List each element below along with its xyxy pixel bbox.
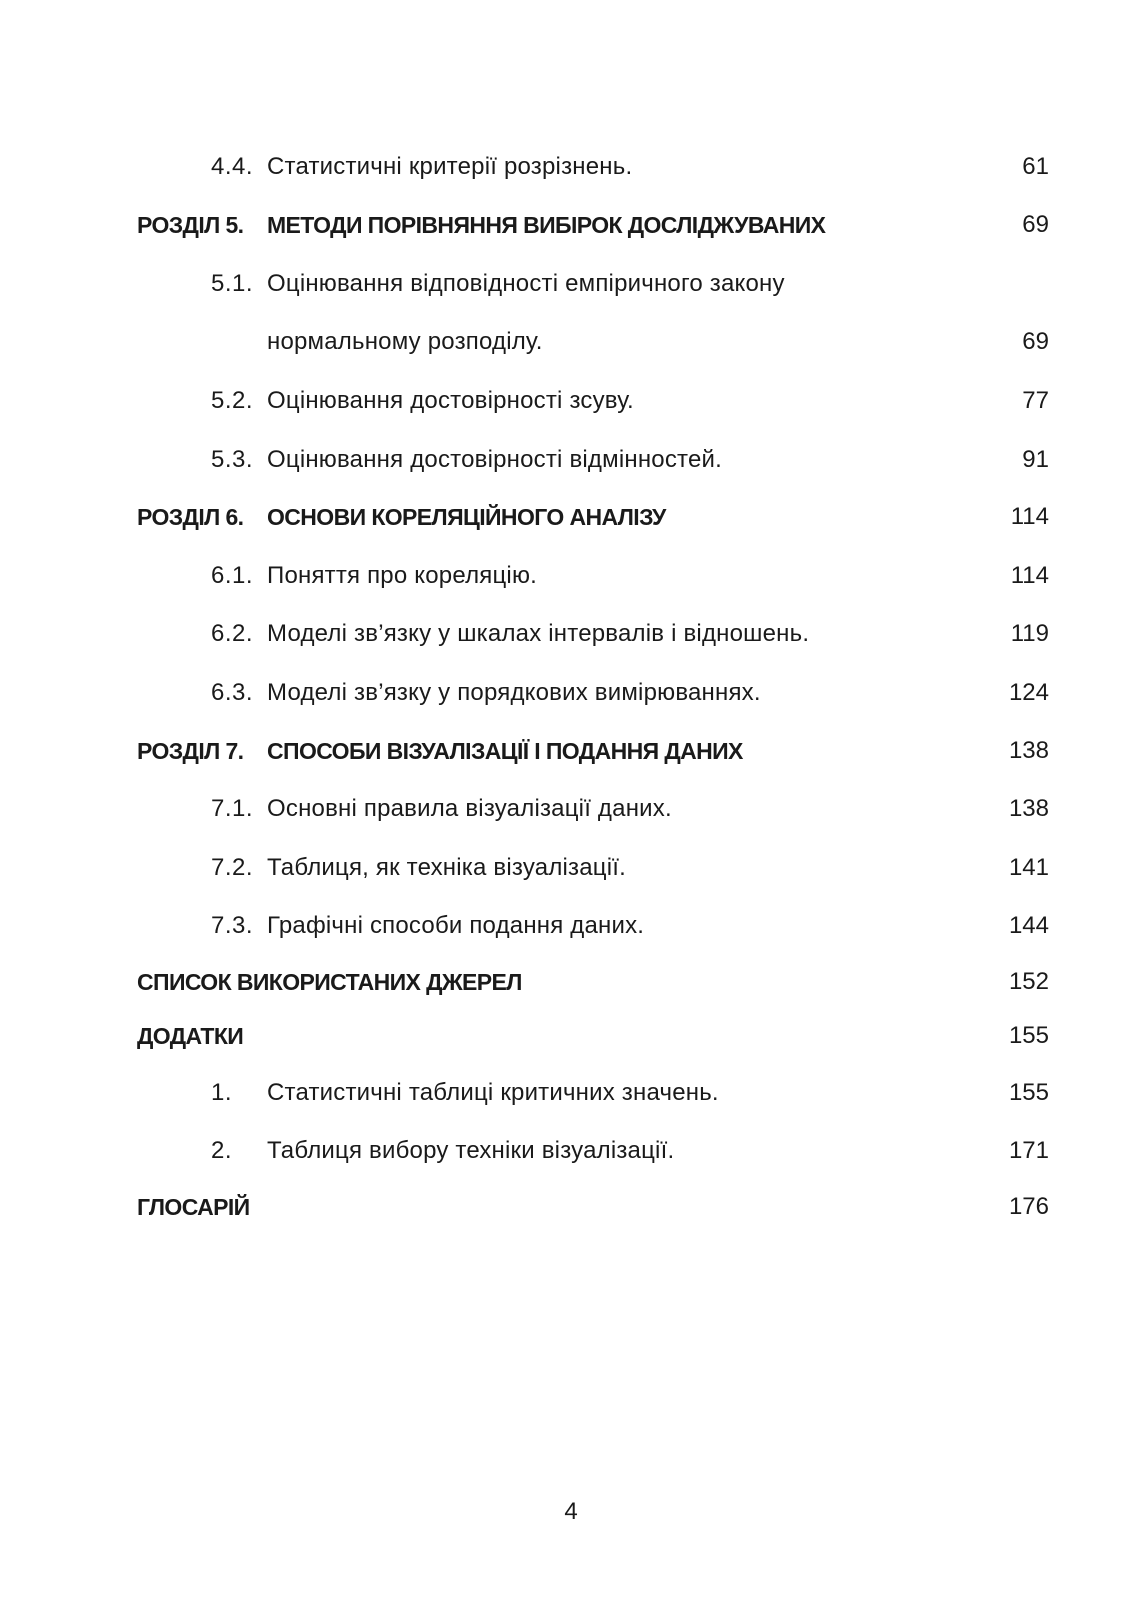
toc-entry-6-3 xyxy=(0,673,1142,713)
section-heading: ДОДАТКИ xyxy=(137,1023,244,1049)
toc-entry-5-1 xyxy=(0,264,1142,304)
toc-entry-5-1-continued xyxy=(0,322,1142,362)
toc-entry-page: 69 xyxy=(1022,211,1049,238)
toc-entry-number: 1. xyxy=(211,1079,233,1106)
toc-entry-number: 5.3. xyxy=(211,446,254,473)
toc-entry-number: 5.2. xyxy=(211,387,254,414)
toc-entry-page: 69 xyxy=(1022,328,1049,355)
toc-entry-number: 6.3. xyxy=(211,679,254,706)
toc-entry-title: Оцінювання достовірності відмінностей. xyxy=(267,446,722,473)
toc-entry-title: Графічні способи подання даних. xyxy=(267,912,645,939)
toc-entry-title: Таблиця вибору техніки візуалізації. xyxy=(267,1137,675,1164)
chapter-title: СПОСОБИ ВІЗУАЛІЗАЦІЇ І ПОДАННЯ ДАНИХ xyxy=(267,738,743,764)
section-heading: ГЛОСАРІЙ xyxy=(137,1194,250,1220)
toc-entry-page: 138 xyxy=(1008,795,1049,822)
toc-entry-title: Оцінювання достовірності зсуву. xyxy=(267,387,634,414)
toc-entry-number: 7.3. xyxy=(211,912,254,939)
toc-entry-4-4 xyxy=(0,147,1142,187)
toc-entry-page: 141 xyxy=(1008,854,1049,881)
chapter-title: МЕТОДИ ПОРІВНЯННЯ ВИБІРОК ДОСЛІДЖУВАНИХ xyxy=(267,212,826,238)
toc-entry-5-3 xyxy=(0,440,1142,480)
toc-glossary xyxy=(0,1187,1142,1227)
toc-entry-page: 144 xyxy=(1008,912,1049,939)
toc-chapter-7 xyxy=(0,731,1142,771)
toc-entry-number: 5.1. xyxy=(211,270,254,297)
toc-entry-page: 152 xyxy=(1008,968,1049,995)
toc-entry-5-2 xyxy=(0,381,1142,421)
toc-entry-title: Статистичні критерії розрізнень. xyxy=(267,153,633,180)
toc-entry-number: 6.1. xyxy=(211,562,254,589)
toc-entry-6-2 xyxy=(0,614,1142,654)
toc-entry-page: 176 xyxy=(1008,1193,1049,1220)
toc-entry-page: 114 xyxy=(1010,562,1049,589)
toc-entry-number: 7.2. xyxy=(211,854,254,881)
toc-entry-title: Поняття про кореляцію. xyxy=(267,562,538,589)
toc-entry-page: 119 xyxy=(1010,620,1049,647)
toc-entry-page: 91 xyxy=(1022,446,1049,473)
toc-entry-6-1 xyxy=(0,556,1142,596)
toc-chapter-6 xyxy=(0,497,1142,537)
toc-entry-7-2 xyxy=(0,848,1142,888)
toc-appendix-1 xyxy=(0,1073,1142,1113)
toc-entry-page: 61 xyxy=(1022,153,1049,180)
toc-entry-number: 7.1. xyxy=(211,795,254,822)
toc-entry-title: Таблиця, як техніка візуалізації. xyxy=(267,854,627,881)
toc-entry-title: Основні правила візуалізації даних. xyxy=(267,795,672,822)
toc-entry-title-continued: нормальному розподілу. xyxy=(267,328,543,355)
toc-chapter-5 xyxy=(0,205,1142,245)
toc-entry-number: 6.2. xyxy=(211,620,254,647)
toc-entry-page: 124 xyxy=(1008,679,1049,706)
toc-entry-page: 171 xyxy=(1008,1137,1049,1164)
toc-entry-title: Моделі зв’язку у шкалах інтервалів і відношень. xyxy=(267,620,810,647)
toc-entry-page: 77 xyxy=(1022,387,1049,414)
toc-entry-7-1 xyxy=(0,789,1142,829)
toc-entry-page: 114 xyxy=(1010,503,1049,530)
toc-entry-title: Моделі зв’язку у порядкових вимірюваннях. xyxy=(267,679,761,706)
chapter-label: РОЗДІЛ 5. xyxy=(137,212,244,238)
page-number: 4 xyxy=(564,1498,578,1525)
chapter-label: РОЗДІЛ 6. xyxy=(137,504,244,530)
toc-entry-title: Оцінювання відповідності емпіричного закону xyxy=(267,270,785,297)
toc-entry-title: Статистичні таблиці критичних значень. xyxy=(267,1079,719,1106)
toc-references xyxy=(0,962,1142,1002)
toc-entry-number: 4.4. xyxy=(211,153,254,180)
toc-entry-page: 155 xyxy=(1008,1022,1049,1049)
section-heading: СПИСОК ВИКОРИСТАНИХ ДЖЕРЕЛ xyxy=(137,969,522,995)
chapter-title: ОСНОВИ КОРЕЛЯЦІЙНОГО АНАЛІЗУ xyxy=(267,504,666,530)
toc-entry-number: 2. xyxy=(211,1137,233,1164)
toc-entry-7-3 xyxy=(0,906,1142,946)
toc-appendix-2 xyxy=(0,1131,1142,1171)
toc-entry-page: 155 xyxy=(1008,1079,1049,1106)
toc-appendices xyxy=(0,1016,1142,1056)
chapter-label: РОЗДІЛ 7. xyxy=(137,738,244,764)
toc-entry-page: 138 xyxy=(1008,737,1049,764)
